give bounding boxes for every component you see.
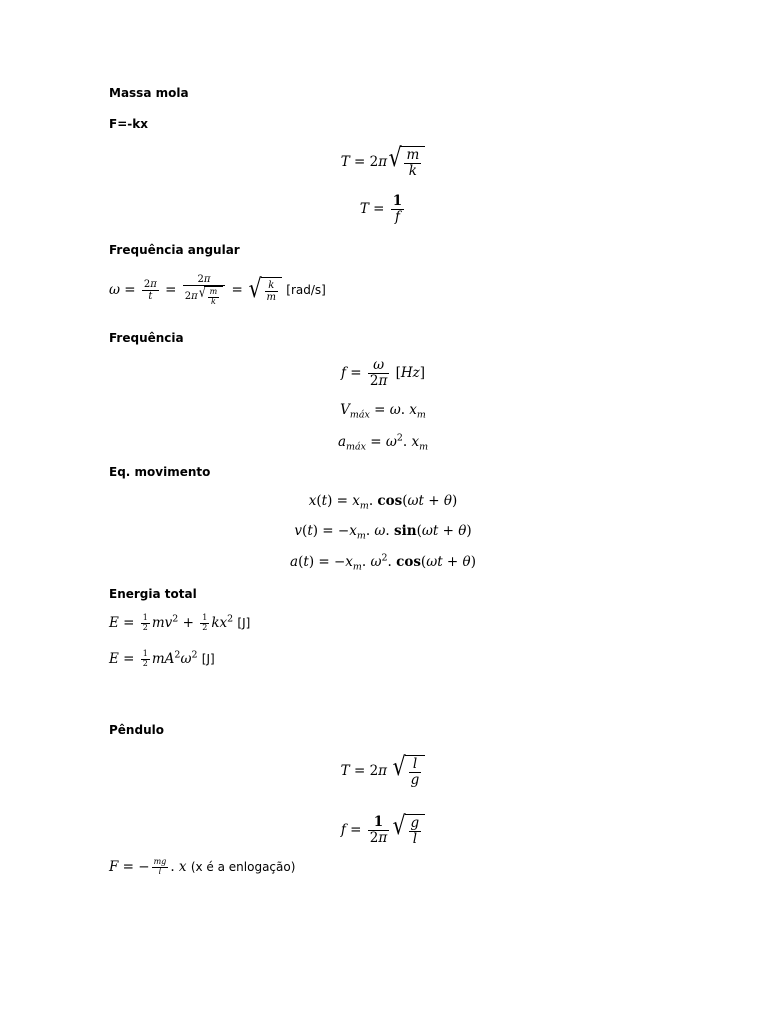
eq-restoring-force: F = − $\frac{mg}{l}$ . x (x é a enlogação): [109, 857, 296, 876]
eq-frequency: f = $\frac{\omega}{2\pi}$ [Hz]: [340, 357, 426, 389]
heading-energia-total: Energia total: [109, 587, 197, 601]
heading-eq-movimento: Eq. movimento: [109, 465, 211, 479]
eq-period-spring: T = 2π √ $\frac{m}{k}$: [0, 146, 766, 179]
eq-frequency-pendulum: f = $\frac{1}{2\pi}$ √ $\frac{g}{l}$: [0, 814, 766, 847]
fn-sin: sin: [394, 523, 417, 539]
heading-frequencia-angular: Frequência angular: [109, 243, 240, 257]
note-enlogacao: (x é a enlogação): [190, 859, 296, 874]
eq-position: $x(t) = x_m$. cos(ωt + θ): [308, 493, 458, 512]
subscript-max: máx: [349, 409, 370, 421]
heading-frequencia: Frequência: [109, 331, 184, 345]
unit-rad-s: [rad/s]: [286, 282, 326, 297]
eq-vmax: $V_{máx} = \omega$. $x_m$: [340, 402, 426, 421]
eq-period-frequency: T = $\frac{1}{f}$: [359, 193, 403, 225]
fn-cos: cos: [377, 493, 403, 509]
eq-energy-2: E = $\frac{1}{2}$ $mA^2\omega^2$ [J]: [109, 649, 215, 668]
eq-amax: $a_{máx} = \omega^2$. $x_m$: [337, 432, 429, 453]
unit-joule-1: [J]: [237, 615, 251, 630]
eq-acceleration: $a(t) = -x_m$. $\omega^2$. cos(ωt + θ): [290, 552, 476, 573]
unit-joule-2: [J]: [201, 651, 215, 666]
heading-pendulo: Pêndulo: [109, 723, 164, 737]
eq-energy-1: E = $\frac{1}{2}$ $mv^2$ + $\frac{1}{2}$ $kx^2$ [J]: [109, 613, 251, 632]
heading-massa-mola: Massa mola: [109, 86, 189, 100]
eq-velocity: $v(t) = -x_m$. ω. sin(ωt + θ): [294, 523, 472, 542]
eq-period-pendulum: T = 2π √ $\frac{l}{g}$: [0, 755, 766, 788]
eq-angular-frequency: ω = $\frac{2\pi}{t}$ = 2π 2π √ $\frac{m}{k}$ = √ $\frac{k}{m}$ [rad/s]: [109, 274, 326, 306]
hooke-law: F=-kx: [109, 117, 148, 131]
